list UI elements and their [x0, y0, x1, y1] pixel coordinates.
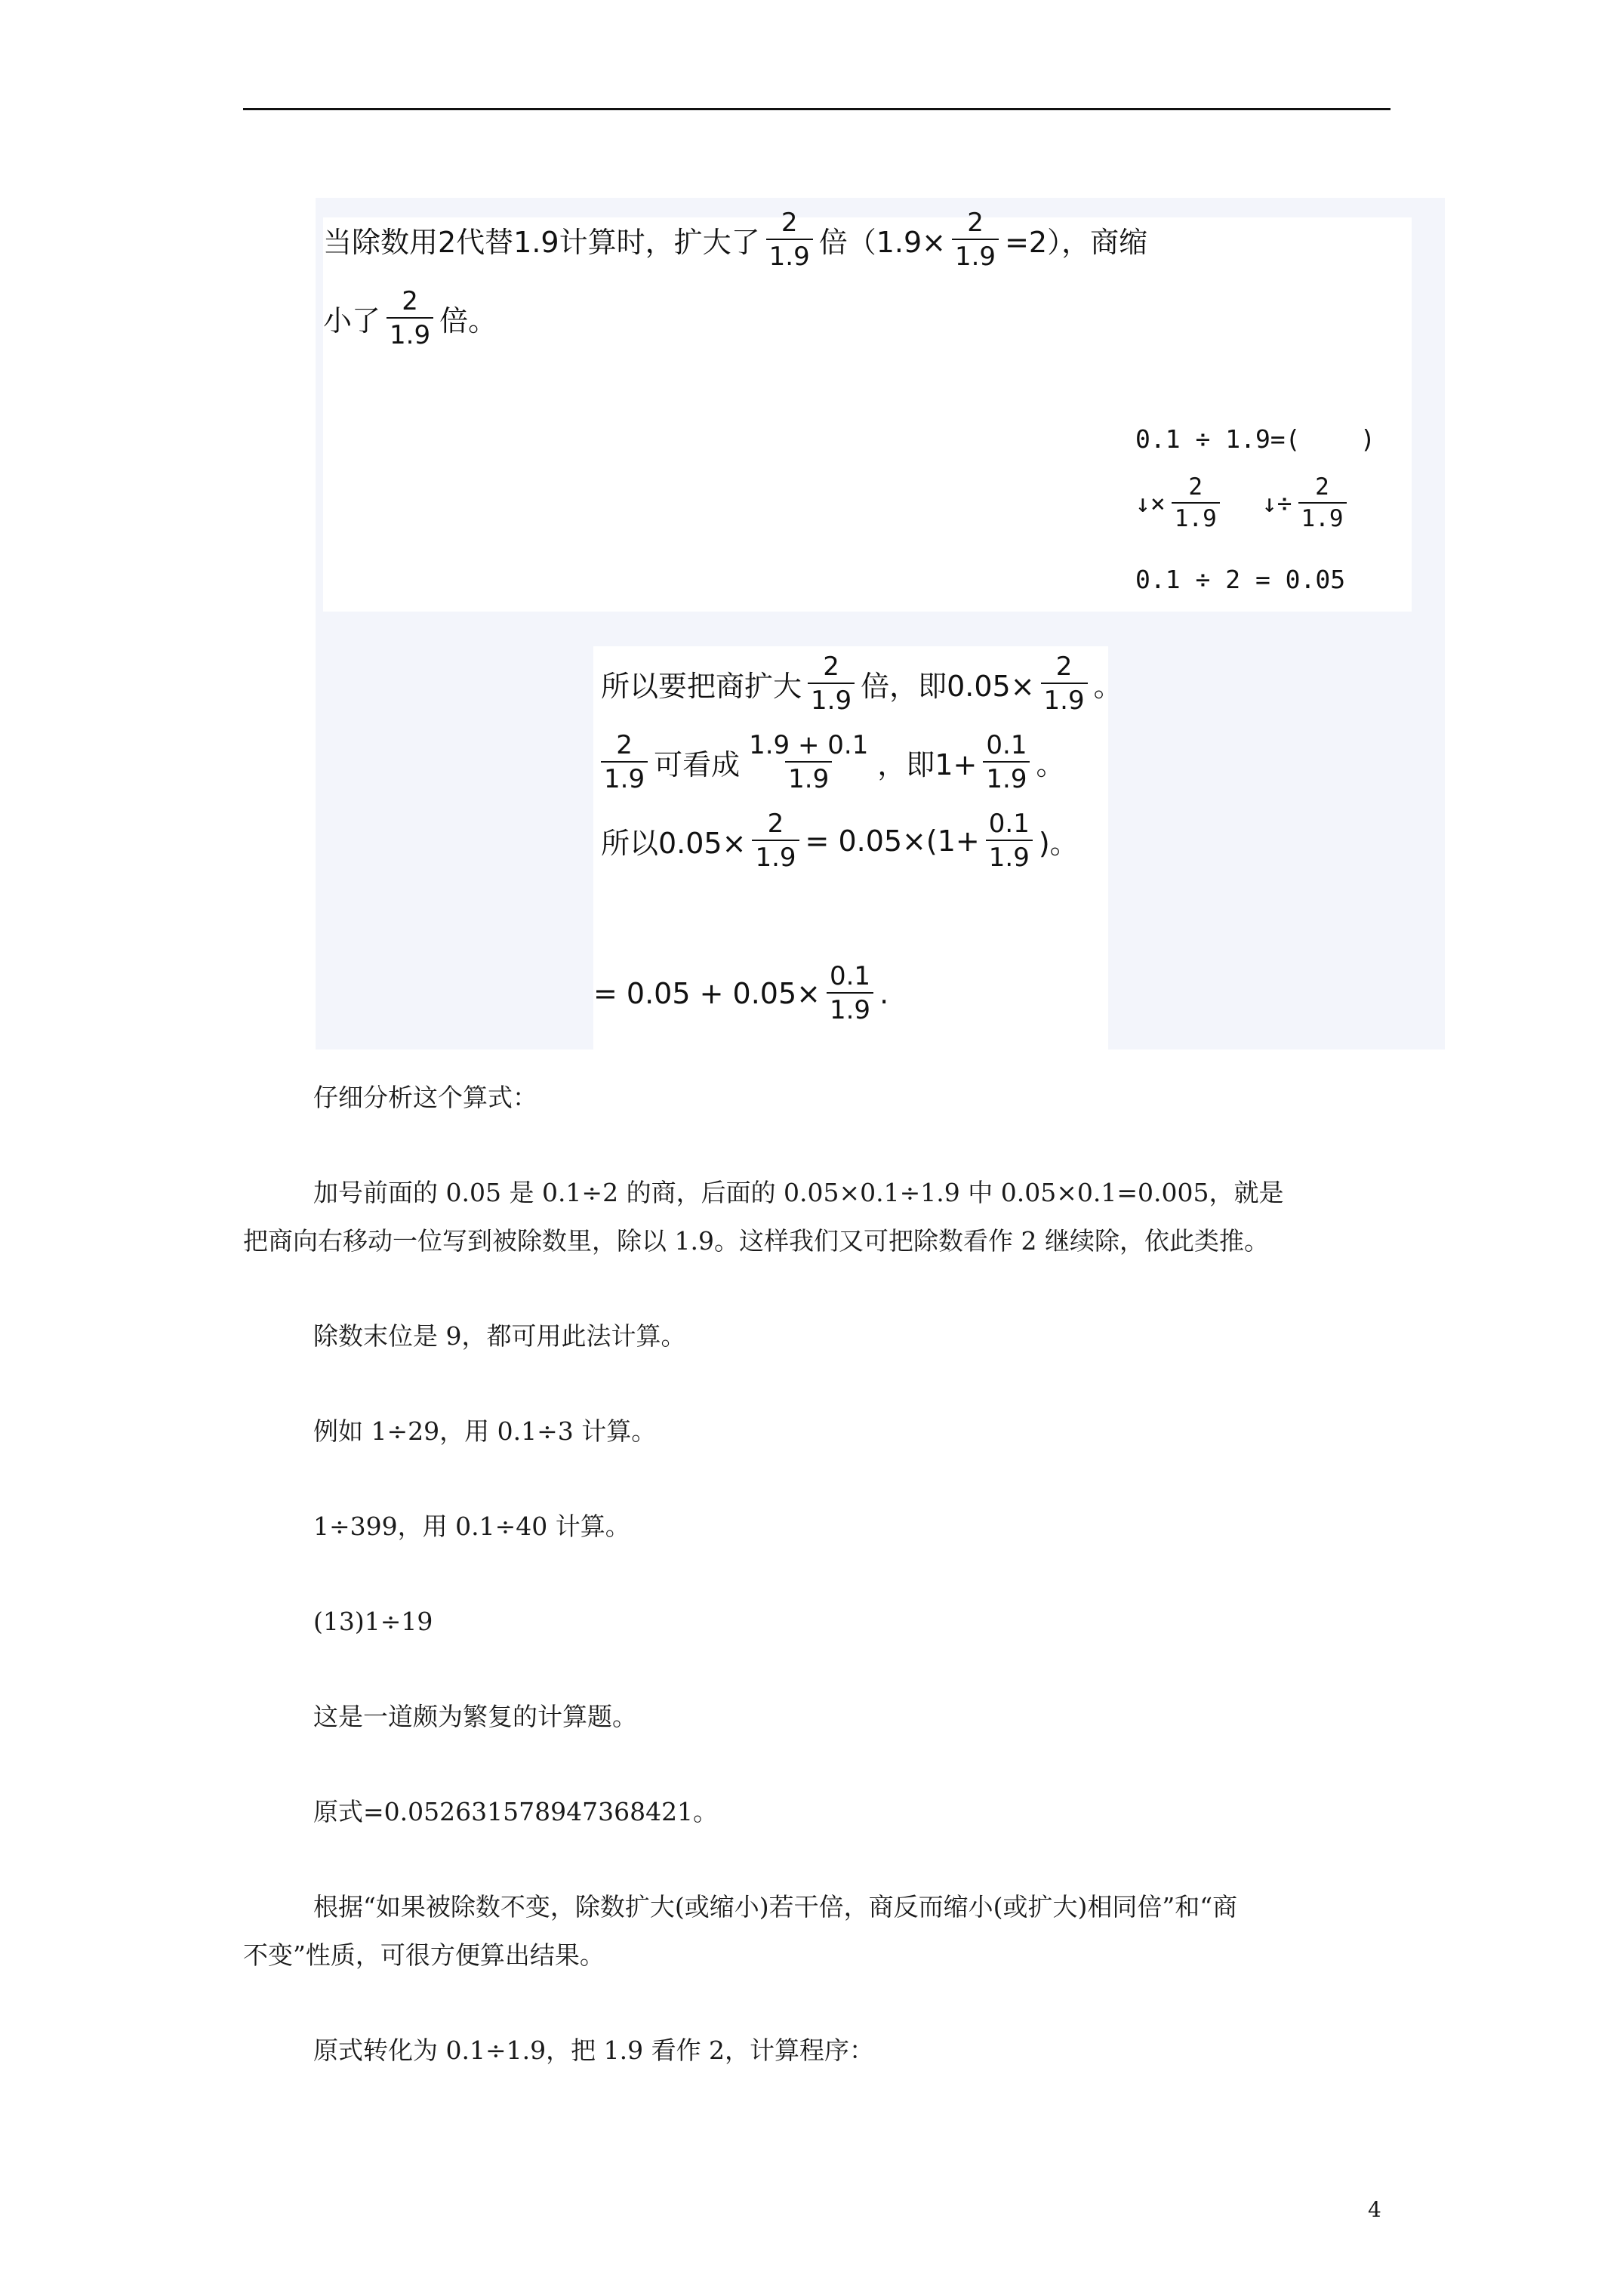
figure-line-5: 所以0.05× $\frac{2}{1.9}$ = 0.05×(1+ $\frac{0.1}{1.9}$ )。: [601, 809, 1079, 873]
figure-panel-top: [323, 217, 1412, 612]
figure-text: 当除数用2代替1.9计算时，扩大了: [323, 226, 760, 259]
fraction: $\frac{2}{1.9}$: [752, 811, 799, 871]
fraction: $\frac{2}{1.9}$: [1298, 476, 1347, 531]
figure-line-4: $\frac{2}{1.9}$ 可看成 $\frac{1.9 + 0.1}{1.9}$ ，即1+ $\frac{0.1}{1.9}$ 。: [601, 732, 1064, 792]
figure-text: 小了: [323, 304, 381, 337]
figure-line-6: = 0.05 + 0.05× $\frac{0.1}{1.9}$ .: [593, 961, 889, 1025]
paragraph-10: 原式转化为 0.1÷1.9，把 1.9 看作 2，计算程序：: [313, 2036, 875, 2065]
fraction: $\frac{2}{1.9}$: [952, 210, 999, 270]
fraction: $\frac{2}{1.9}$: [1172, 476, 1220, 531]
figure-text: 倍（1.9×: [818, 226, 946, 259]
paragraph-7: 这是一道颇为繁复的计算题。: [313, 1702, 637, 1731]
fraction: $\frac{2}{1.9}$: [766, 210, 813, 270]
paragraph-2-line-2: 把商向右移动一位写到被除数里，除以 1.9。这样我们又可把除数看作 2 继续除，依此类推。: [243, 1226, 1269, 1256]
figure-text: =2），商缩: [1005, 226, 1148, 259]
figure-line-1: [323, 210, 1147, 270]
paragraph-5: 1÷399，用 0.1÷40 计算。: [313, 1512, 630, 1541]
fraction: $\frac{1.9 + 0.1}{1.9}$: [749, 730, 869, 794]
paragraph-2-line-1: 加号前面的 0.05 是 0.1÷2 的商，后面的 0.05×0.1÷1.9 中 0.05×0.1=0.005，就是: [313, 1178, 1284, 1207]
paragraph-6: (13)1÷19: [313, 1607, 433, 1636]
fraction: $\frac{2}{1.9}$: [808, 654, 855, 713]
figure-text: 倍。: [439, 304, 497, 337]
fraction: $\frac{2}{1.9}$: [387, 288, 433, 348]
paragraph-9-line-2: 不变”性质，可很方便算出结果。: [243, 1940, 605, 1970]
fraction: $\frac{2}{1.9}$: [601, 732, 648, 792]
fraction: $\frac{2}{1.9}$: [1041, 654, 1088, 713]
paragraph-1: 仔细分析这个算式：: [313, 1083, 537, 1112]
fraction: $\frac{0.1}{1.9}$: [986, 811, 1033, 871]
equation-line-1: 0.1 ÷ 1.9=( ): [1135, 424, 1375, 454]
paragraph-9-line-1: 根据“如果被除数不变，除数扩大(或缩小)若干倍，商反而缩小(或扩大)相同倍”和“商: [313, 1892, 1238, 1922]
figure-line-2: [323, 288, 497, 348]
equation-line-2: ↓× $\frac{2}{1.9}$ ↓÷ $\frac{2}{1.9}$: [1135, 476, 1353, 531]
fraction: $\frac{0.1}{1.9}$: [983, 732, 1030, 792]
page-number: 4: [1368, 2197, 1381, 2222]
figure-line-3: 所以要把商扩大 $\frac{2}{1.9}$ 倍，即0.05× $\frac{2}{1.9}$ 。: [601, 652, 1123, 716]
paragraph-4: 例如 1÷29，用 0.1÷3 计算。: [313, 1416, 657, 1446]
paragraph-8: 原式=0.052631578947368421。: [313, 1797, 719, 1826]
equation-line-3: 0.1 ÷ 2 = 0.05: [1135, 565, 1346, 594]
paragraph-3: 除数末位是 9，都可用此法计算。: [313, 1321, 686, 1351]
fraction: $\frac{0.1}{1.9}$: [827, 963, 873, 1023]
header-rule: [243, 108, 1390, 110]
